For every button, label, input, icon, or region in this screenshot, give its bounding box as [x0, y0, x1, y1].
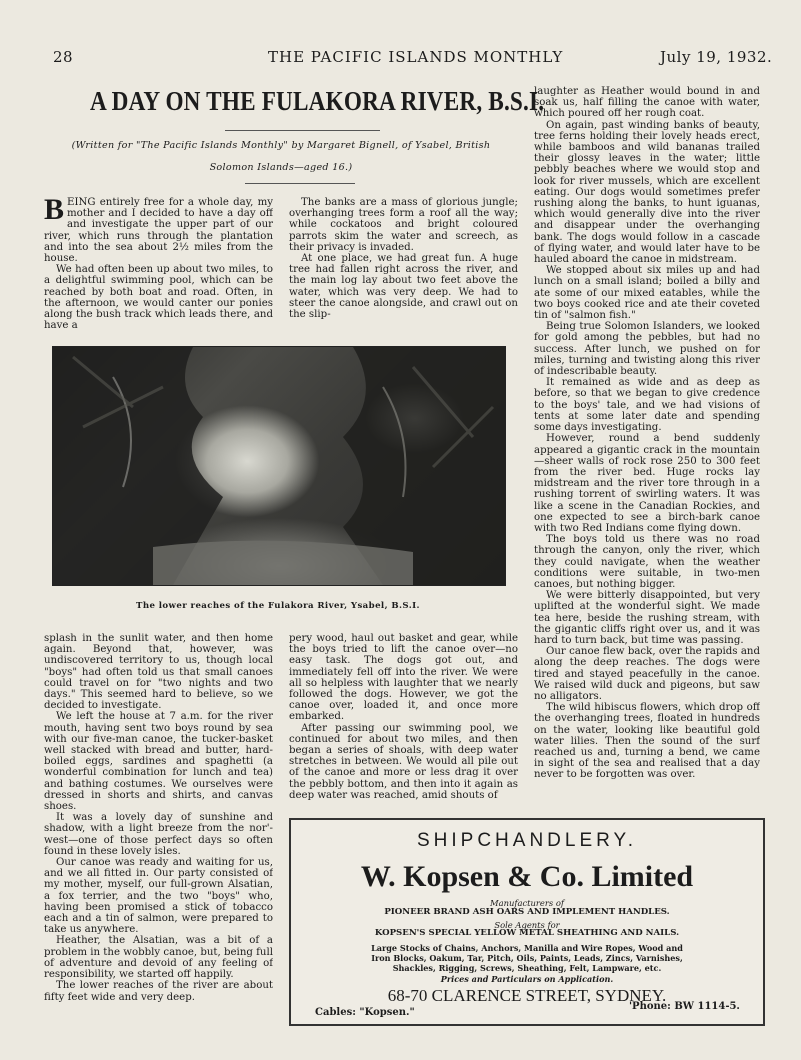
- ad-stocks-line-1: Large Stocks of Chains, Anchors, Manilla and Wire Ropes, Wood and: [371, 943, 683, 953]
- publication-name: THE PACIFIC ISLANDS MONTHLY: [268, 48, 564, 66]
- ad-agents-text: KOPSEN'S SPECIAL YELLOW METAL SHEATHING AND NAILS.: [374, 928, 680, 938]
- drop-cap: B: [44, 197, 65, 226]
- column-2-bottom: [289, 633, 518, 813]
- paragraph: The boys told us there was no road through the canyon, only the river, which they could navigate, when the weather conditions were suitable, in two-men canoes, but nothing bigger.: [534, 534, 760, 590]
- ad-manufacturers-label: Manufacturers of: [490, 898, 564, 908]
- ad-manufacturers-text: PIONEER BRAND ASH OARS AND IMPLEMENT HANDLES.: [384, 907, 670, 917]
- paragraph: It was a lovely day of sunshine and shadow, with a light breeze from the nor'-west—one of those perfect days so often found in these lovely isles.: [44, 812, 273, 857]
- ad-heading: SHIPCHANDLERY.: [416, 830, 638, 851]
- column-1-bottom: [44, 633, 273, 1028]
- byline-line-2: Solomon Islands—aged 16.): [209, 162, 353, 173]
- paragraph: pery wood, haul out basket and gear, while the boys tried to lift the canoe over—no easy task. The dogs got out, and immediately fell off into the river. We were all so helpless with laughter that we nearly followed the dogs. However, we got the canoe over, loaded it, and once more embarked.: [289, 633, 518, 723]
- paragraph: We stopped about six miles up and had lunch on a small island; boiled a billy and ate some of our mixed eatables, while the two boys cooked rice and ate their coveted tin of "salmon fish.": [534, 265, 760, 322]
- title-rule: [225, 130, 380, 131]
- byline-line-1: (Written for "The Pacific Islands Monthly" by Margaret Bignell, of Ysabel, British: [71, 140, 491, 151]
- paragraph: EING entirely free for a whole day, my mother and I decided to have a day off and investigate the upper part of our river, which runs through the plantation and into the sea about 2½ miles from the house.: [44, 197, 273, 265]
- column-3: [534, 86, 760, 806]
- page-number: 28: [53, 48, 74, 66]
- issue-date: July 19, 1932.: [660, 48, 773, 66]
- photo-caption: The lower reaches of the Fulakora River, Ysabel, B.S.I.: [136, 601, 420, 611]
- paragraph: Our canoe was ready and waiting for us, and we all fitted in. Our party consisted of my mother, myself, our full-grown Alsatian, a fox terrier, and the two "boys" who, having been promised a stick of tobacco each and a tin of salmon, were prepared to take us anywhere.: [44, 857, 273, 936]
- column-1-top: [44, 197, 273, 342]
- paragraph: The banks are a mass of glorious jungle; overhanging trees form a roof all the way; while cockatoos and bright coloured parrots skim the water and screech, as their privacy is invaded.: [289, 197, 518, 253]
- paragraph: However, round a bend suddenly appeared a gigantic crack in the mountain—sheer walls of rock rose 250 to 300 feet from the river bed. Huge rocks lay midstream and the river tore through in a rushing torrent of swirling waters. It was like a scene in the Canadian Rockies, and one expected to see a birch-bark canoe with two Red Indians come flying down.: [534, 433, 760, 534]
- paragraph: Heather, the Alsatian, was a bit of a problem in the wobbly canoe, but, being full of adventure and devoid of any feeling of responsibility, we started off happily.: [44, 935, 273, 981]
- shipchandlery-advertisement: [289, 818, 765, 1026]
- ad-company-name: W. Kopsen & Co. Limited: [360, 860, 694, 893]
- paragraph: The wild hibiscus flowers, which drop off the overhanging trees, floated in hundreds on the water, looking like beautiful gold water lilies. Then the sound of the surf reached us and, turning a bend, we came in sight of the sea and realised that a day never to be forgotten was over.: [534, 702, 760, 781]
- paragraph: We had often been up about two miles, to a delightful swimming pool, which can be reached by both boat and road. Often, in the afternoon, we would canter our ponies along the bush track which leads there, and have a: [44, 264, 273, 332]
- paragraph: At one place, we had great fun. A huge tree had fallen right across the river, and the main log lay about two feet above the water, which was very deep. We had to steer the canoe alongside, and crawl out on the slip-: [289, 253, 518, 321]
- ad-address: 68-70 CLARENCE STREET, SYDNEY.: [387, 986, 667, 1005]
- ad-cables: Cables: "Kopsen.": [315, 1007, 415, 1018]
- byline-rule: [245, 183, 355, 184]
- river-photo: [52, 346, 506, 586]
- paragraph: We were bitterly disappointed, but very uplifted at the wonderful sight. We made tea here, beside the rushing stream, with the gigantic cliffs right over us, and it was hard to turn back, but time was passing.: [534, 590, 760, 646]
- ad-stocks-line-2: Iron Blocks, Oakum, Tar, Pitch, Oils, Paints, Leads, Zincs, Varnishes,: [371, 953, 683, 963]
- ad-stocks-line-3: Shackles, Rigging, Screws, Sheathing, Felt, Lampware, etc.: [392, 963, 662, 973]
- article-title: A DAY ON THE FULAKORA RIVER, B.S.I.: [90, 86, 545, 116]
- paragraph: splash in the sunlit water, and then home again. Beyond that, however, was undiscovered territory to us, though local "boys" had often told us that small canoes could travel on for "two nights and two days." This seemed hard to believe, so we decided to investigate.: [44, 633, 273, 712]
- ad-phone: 'Phone: BW 1114-5.: [629, 1001, 740, 1012]
- paragraph: Being true Solomon Islanders, we looked for gold among the pebbles, but had no success. After lunch, we pushed on for miles, turning and twisting along this river of indescribable beauty.: [534, 321, 760, 378]
- paragraph: The lower reaches of the river are about fifty feet wide and very deep.: [44, 980, 273, 1003]
- paragraph: We left the house at 7 a.m. for the river mouth, having sent two boys round by sea with our five-man canoe, the tucker-basket well stacked with bread and butter, hard-boiled eggs, sardines and spaghetti (a wonderful combination for lunch and tea) and bathing costumes. We ourselves were dressed in shorts and shirts, and canvas shoes.: [44, 711, 273, 813]
- column-2-top: [289, 197, 518, 342]
- paragraph: It remained as wide and as deep as before, so that we began to give credence to the boys' tale, and we had visions of tents at some later date and spending some days investigating.: [534, 377, 760, 434]
- paragraph: On again, past winding banks of beauty, tree ferns holding their lovely heads erect, while bamboos and wild bananas trailed their glossy leaves in the water; little pebbly beaches where we would stop and look for river mussels, which are excellent eating. Our dogs would sometimes prefer rushing along the banks, to hunt iguanas, which would generally dive into the river and disappear under the overhanging bank. The dogs would follow in a cascade of flying water, and would later have to be hauled aboard the canoe in midstream.: [534, 119, 760, 266]
- paragraph: After passing our swimming pool, we continued for about two miles, and then began a series of shoals, with deep water stretches in between. We would all pile out of the canoe and more or less drag it over the pebbly bottom, and then into it again as deep water was reached, amid shouts of: [289, 722, 518, 801]
- paragraph: laughter as Heather would bound in and soak us, half filling the canoe with water, which poured off her rough coat.: [534, 86, 760, 120]
- ad-prices-text: Prices and Particulars on Application.: [440, 974, 614, 984]
- byline: [44, 135, 518, 179]
- ad-agents-label: Sole Agents for: [494, 920, 560, 930]
- jungle-river-image: [53, 347, 505, 585]
- paragraph: Our canoe flew back, over the rapids and along the deep reaches. The dogs were tired and stayed peacefully in the canoe. We raised wild duck and pigeons, but saw no alligators.: [534, 646, 760, 702]
